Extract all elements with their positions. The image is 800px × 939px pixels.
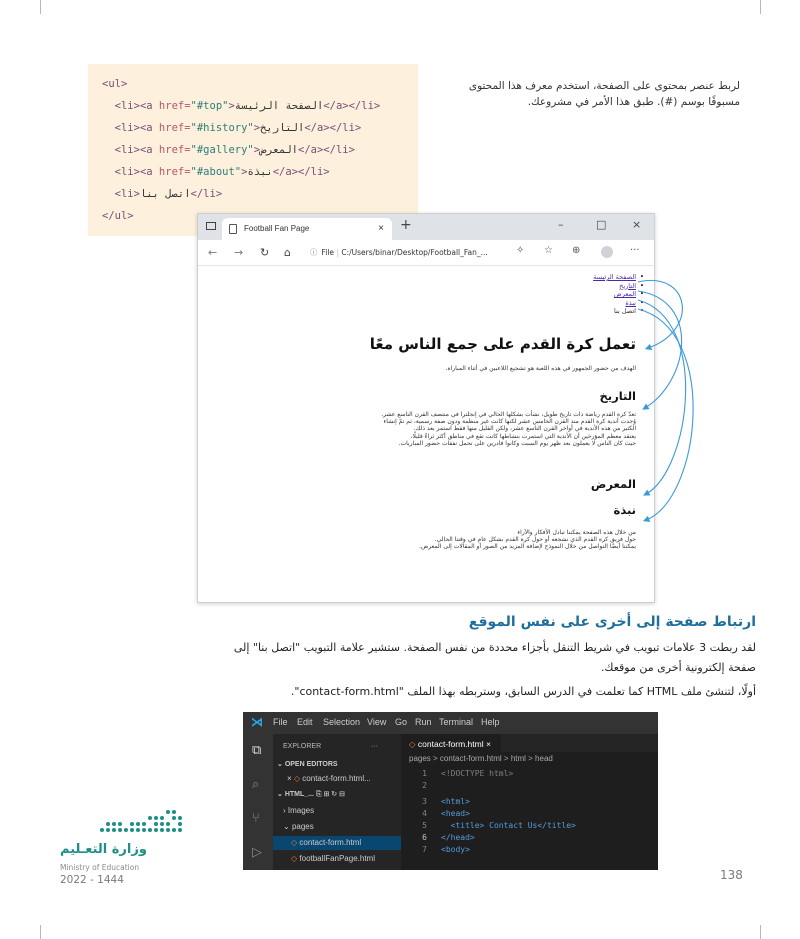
tree-item-football-page[interactable] [273, 852, 401, 866]
code-href: "#gallery" [190, 144, 254, 156]
url-text: C:/Users/binar/Desktop/Football_Fan_... [341, 248, 488, 257]
about-line: حول فريق كرة القدم الذي نشجعه أو حول كرة القدم بشكل عام في وقتنا الحالي. [434, 536, 636, 544]
nav-link-about[interactable]: نبذة [625, 298, 636, 307]
section-title: ارتباط صفحة إلى أخرى على نفس الموقع [468, 614, 756, 630]
paragraph-line: لقد ربطت 3 علامات تبويب في شريط التنقل بأجزاء محددة من نفس الصفحة. ستشير علامة التبويب "اتصل بنا" إلى [233, 641, 756, 654]
nav-link-gallery[interactable]: المعرض [613, 290, 636, 299]
code-href: "#about" [190, 166, 242, 178]
activity-bar [243, 734, 273, 870]
code-text[interactable]: <title> Contact Us</title> [441, 821, 576, 830]
editor-tab[interactable] [401, 734, 501, 752]
intro-para: الهدف من حضور الجمهور في هذه اللعبة هو تشجيع اللاعبين في أثناء المباراة. [445, 365, 636, 372]
code-line: <li><a href="#gallery">المعرض</a></li> [114, 144, 355, 156]
code-line [401, 808, 470, 820]
crop-mark [40, 0, 41, 14]
explorer-panel [273, 734, 401, 870]
nav-link-history[interactable]: التاريخ [619, 281, 636, 290]
code-plain-text: اتصل بنا [139, 188, 191, 200]
ministry-year: 2022 - 1444 [60, 874, 124, 886]
browser-window [197, 213, 655, 603]
line-number: 4 [422, 809, 427, 818]
code-snippet [88, 64, 418, 236]
list-item [593, 307, 636, 316]
tree-item-pages[interactable]: ⌄ pages [283, 822, 314, 831]
menu-terminal[interactable]: Terminal [439, 717, 474, 727]
tree-label: footballFanPage.html [299, 854, 375, 863]
maximize-button[interactable]: □ [596, 218, 607, 231]
ministry-arabic: وزارة التعـليم [60, 842, 147, 857]
html-file-icon: ◇ [291, 838, 298, 847]
code-text[interactable]: <!DOCTYPE html> [441, 769, 514, 778]
close-window-button[interactable]: × [632, 218, 642, 231]
history-heading: التاريخ [599, 389, 636, 403]
menu-edit[interactable]: Edit [297, 717, 313, 727]
about-paragraph [306, 529, 636, 551]
menu-help[interactable]: Help [481, 717, 500, 727]
tree-label: contact-form.html [299, 838, 362, 847]
code-line [102, 78, 127, 90]
code-line: <li><a href="#top">الصفحة الرئيسة</a></li> [114, 100, 381, 112]
explorer-header [273, 740, 401, 754]
nav-contact-text: اتصل بنا [614, 307, 636, 316]
list-item [593, 273, 636, 282]
list-item [593, 299, 636, 308]
code-href: "#top" [190, 100, 229, 112]
code-line: <li><a href="#about">نبذة</a></li> [114, 166, 330, 178]
code-link-text: الصفحة الرئيسة [234, 100, 324, 112]
vscode-window [243, 712, 658, 870]
profile-avatar[interactable] [601, 246, 613, 258]
favorites-icon[interactable]: ☆ [544, 245, 553, 256]
minimize-button[interactable]: – [558, 218, 564, 231]
url-field[interactable]: ⓘ File | C:/Users/binar/Desktop/Football_Fan_... [310, 248, 488, 257]
line-number: 3 [422, 797, 427, 806]
code-line: <li>اتصل بنا</li> [114, 188, 223, 200]
page-number: 138 [720, 868, 743, 882]
paragraph-line: أولًا، لتنشئ ملف HTML كما تعلمت في الدرس السابق، وستربطه بهذا الملف "contact-form.html". [290, 685, 756, 698]
tab-close-icon[interactable]: × [378, 223, 384, 234]
list-item [593, 290, 636, 299]
info-icon: ⓘ [310, 248, 318, 257]
menu-file[interactable]: File [273, 717, 288, 727]
crop-mark [760, 925, 761, 939]
tree-item-images[interactable]: › Images [283, 806, 315, 815]
code-text[interactable]: <body> [441, 845, 470, 854]
run-debug-icon[interactable]: ▷ [252, 844, 262, 859]
folder-header[interactable]: ⌄ HTML_... ⎘ ⊞ ↻ ⊟ [277, 791, 345, 798]
html-file-icon: ◇ [409, 739, 416, 749]
page-content [198, 267, 655, 603]
gallery-heading: المعرض [590, 477, 636, 491]
line-number: 6 [422, 833, 427, 842]
crop-mark [760, 0, 761, 14]
page-heading: تعمل كرة القدم على جمع الناس معًا [369, 335, 636, 353]
read-aloud-icon[interactable]: ✧ [516, 245, 525, 256]
back-icon[interactable]: ← [208, 246, 218, 259]
code-text[interactable]: <html> [441, 797, 470, 806]
history-line: حيث كان الناس لا يعملون بعد ظهر يوم السبت وكانوا قادرين على تحمل نفقات حضور المباريات. [398, 439, 636, 447]
about-heading: نبذة [613, 503, 636, 517]
editor-tab-label: contact-form.html [417, 739, 484, 749]
vscode-logo-icon: ⋊ [251, 715, 263, 729]
explorer-icon[interactable]: ⧉ [252, 742, 262, 757]
code-link-text: نبذة [247, 166, 273, 178]
tab-title: Football Fan Page [244, 224, 310, 233]
code-line [401, 768, 513, 780]
history-line: وُجدت أندية كرة القدم منذ القرن الخامس عشر لكنها كانت غير منظمة ودون صفة رسمية، ثم تمّ إنشاء [383, 418, 636, 426]
open-editors-label: OPEN EDITORS [284, 761, 338, 768]
ministry-dots-icon [96, 808, 188, 838]
search-icon[interactable]: ⌕ [252, 776, 260, 791]
code-text[interactable]: <head> [441, 809, 470, 818]
page-icon [229, 224, 237, 234]
editor-area [401, 734, 658, 870]
code-line [102, 210, 134, 222]
menu-run[interactable]: Run [415, 717, 432, 727]
refresh-icon[interactable]: ↻ [260, 246, 270, 259]
paragraph-line: صفحة إلكترونية أخرى من موقعك. [600, 661, 756, 674]
explorer-title: EXPLORER [283, 743, 322, 750]
html-file-icon: ◇ [293, 774, 301, 783]
menu-selection[interactable]: Selection [323, 717, 361, 727]
menu-go[interactable]: Go [395, 717, 408, 727]
history-line: تعدّ كرة القدم رياضة ذات تاريخ طويل، نشأت بشكلها الحالي في إنجلترا في منتصف القرن التاسع عشر. [381, 411, 636, 418]
code-link-text: التاريخ [260, 122, 305, 134]
line-number: 7 [422, 845, 427, 854]
tree-label: pages [291, 822, 314, 831]
code-tag: </ul> [102, 210, 134, 222]
code-line: <li><a href="#history">التاريخ</a></li> [114, 122, 362, 134]
intro-paragraph: لربط عنصر بمحتوى على الصفحة، استخدم معرف هذا المحتوى مسبوقًا بوسم (#). طبق هذا الأمر في مشروعك. [468, 80, 740, 108]
home-icon[interactable]: ⌂ [284, 246, 291, 259]
code-text[interactable]: </head> [441, 833, 475, 842]
url-scheme: File [321, 248, 335, 257]
browser-tab[interactable] [222, 218, 392, 240]
nav-link-home[interactable]: الصفحة الرئيسة [593, 273, 636, 281]
folder-label: HTML_... [284, 791, 314, 798]
line-number: 2 [422, 781, 427, 790]
list-item [593, 282, 636, 291]
crop-mark [40, 925, 41, 939]
window-menu-icon[interactable] [206, 222, 216, 230]
open-editors-header[interactable]: ⌄ OPEN EDITORS [277, 761, 338, 768]
folder-actions-icon[interactable]: ⎘ ⊞ ↻ ⊟ [315, 791, 345, 798]
nav-list [593, 273, 636, 316]
line-number: 5 [422, 821, 427, 830]
tree-label: Images [287, 806, 315, 815]
code-line [401, 832, 475, 844]
menu-view[interactable]: View [367, 717, 387, 727]
vscode-menubar [243, 712, 658, 734]
code-href: "#history" [190, 122, 254, 134]
breadcrumb[interactable]: pages > contact-form.html > html > head [409, 754, 553, 763]
address-bar-row [198, 240, 655, 266]
html-file-icon: ◇ [291, 854, 298, 863]
history-paragraph [306, 411, 636, 447]
explorer-more-icon[interactable]: ··· [371, 743, 378, 750]
history-line: يعتقد معظم المؤرخين أن الأندية التي استمرت بنشاطها كانت تقع في مناطق أكثر ثراءً قليلًا، [410, 432, 636, 440]
code-line [401, 820, 576, 832]
code-line [401, 796, 470, 808]
tree-item-contact-form[interactable] [273, 836, 401, 850]
open-editor-item[interactable]: × ◇ contact-form.html... [287, 774, 371, 783]
about-line: من خلال هذه الصفحة يمكننا تبادل الأفكار والآراء [517, 529, 636, 536]
code-line [401, 780, 441, 792]
code-line [401, 844, 470, 856]
about-line: يمكننا أيضًا التواصل من خلال النموذج لإضافة المزيد من الصور أو المقالات إلى المعرض. [419, 543, 636, 551]
new-tab-button[interactable]: + [400, 217, 412, 233]
source-control-icon[interactable]: ⑂ [252, 810, 260, 825]
code-link-text: المعرض [260, 144, 299, 156]
browser-tabbar [198, 214, 655, 240]
code-tag: <ul> [102, 78, 128, 90]
collections-icon[interactable]: ⊕ [572, 245, 581, 256]
more-icon[interactable]: ··· [630, 245, 640, 256]
forward-icon[interactable]: → [234, 246, 244, 259]
tab-close-icon[interactable]: × [485, 739, 491, 749]
line-number: 1 [422, 769, 427, 778]
ministry-english: Ministry of Education [60, 863, 140, 872]
history-line: الكثير من هذه الأندية في أواخر القرن التاسع عشر، ولكن القليل منها فقط استمر بعد ذلك. [413, 425, 636, 433]
open-editor-label: contact-form.html... [302, 774, 371, 783]
